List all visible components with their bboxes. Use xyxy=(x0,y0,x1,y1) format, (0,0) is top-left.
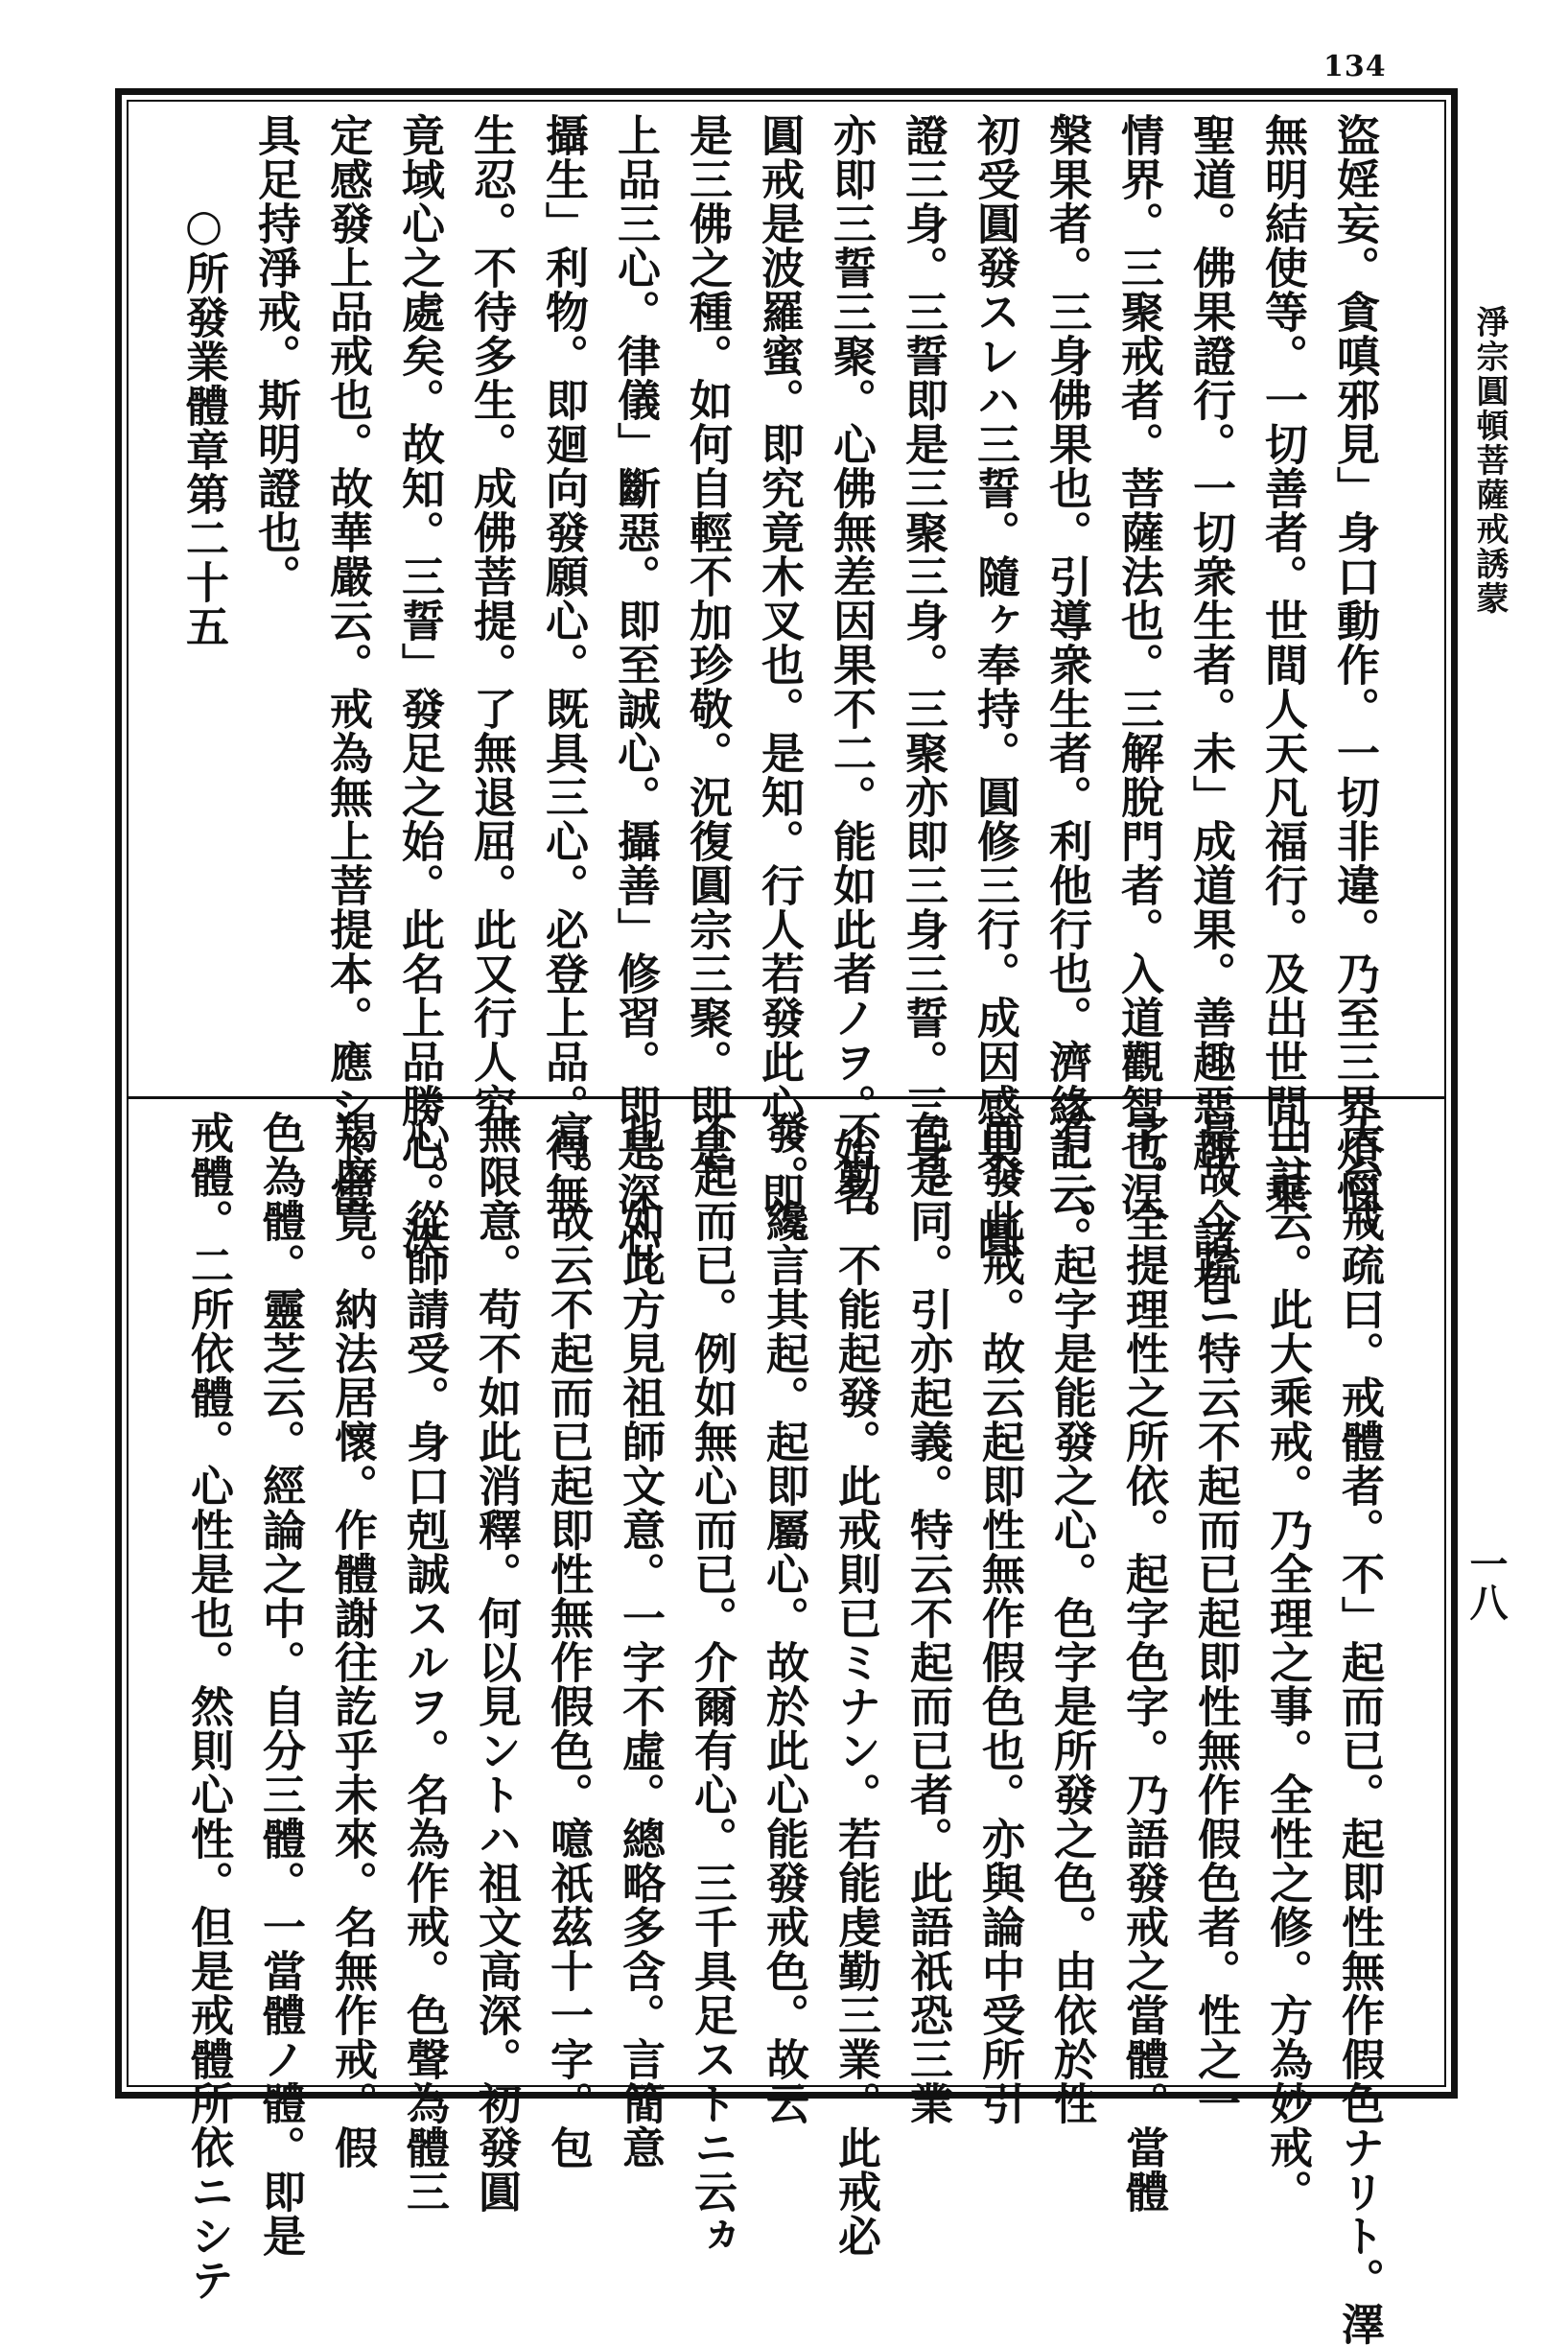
text-column: 槃果者。三身佛果也。引導衆生者。利他行也。濟緣記云。 xyxy=(1041,113,1092,1260)
text-column: 無明結使等。一切善者。世間人天凡福行。及出世間三乘 xyxy=(1257,113,1308,1216)
text-column: 字。全提理性之所依。起字色字。乃語發戒之當體。當體 xyxy=(1118,1111,1169,2214)
text-column: 亦即三誓三聚。心佛無差因果不二。能如此者ノヲ。始名 xyxy=(826,113,877,1216)
lower-text-block xyxy=(173,1111,1395,2346)
text-column: 初受圓發スレハ三誓。隨ヶ奉持。圓修三行。成因感果。圓 xyxy=(970,113,1020,1260)
text-column: 證三身。三誓即是三聚三身。三聚亦即三身三誓。三身。 xyxy=(898,113,948,1216)
text-column: 戒體。二所依體。心性是也。然則心性。但是戒體所依ニシテ xyxy=(183,1111,234,2302)
text-column: 情界。三聚戒者。菩薩法也。三解脫門者。入道觀智也涅 xyxy=(1113,113,1164,1216)
text-column: 無限意。苟不如此消釋。何以見ントハ祖文高深。初發圓 xyxy=(471,1111,522,2214)
text-column: 是三佛之種。如何自輕不加珍敬。況復圓宗三聚。即是 xyxy=(682,113,733,1172)
text-column: 有二。起字是能發之心。色字是所發之色。由依於性 xyxy=(1046,1111,1097,2125)
text-column: 山註云。此大乘戒。乃全理之事。全性之修。方為妙戒。 xyxy=(1262,1111,1313,2214)
text-column: 上品三心。律儀」斷惡。即至誠心。攝善」修習。即是深心。 xyxy=(610,113,661,1304)
text-column: 聖道。佛果證行。一切衆生者。未」成道果。善趣惡趣。諸有 xyxy=(1185,113,1236,1304)
text-column: 定感發上品戒也。故華嚴云。戒為無上菩提本。應シト當 xyxy=(322,113,373,1216)
text-column: 天台戒疏曰。戒體者。不」起而已。起即性無作假色ナリト。澤 xyxy=(1334,1111,1385,2346)
chapter-heading: ○所發業體章第二十五 xyxy=(178,199,229,648)
text-column: 不起而已。例如無心而已。介爾有心。三千具足ストニ云ヵ xyxy=(687,1111,737,2258)
running-title: 淨宗圓頓菩薩戒誘蒙 xyxy=(1470,305,1509,616)
text-column: 也。如此方見祖師文意。一字不虛。總略多含。言簡意 xyxy=(615,1111,666,2170)
text-column: 不勤。不能起發。此戒則已ミナン。若能虔勤三業。此戒必 xyxy=(831,1111,881,2258)
text-column: 圓戒是波羅蜜。即究竟木叉也。是知。行人若發此心。即 xyxy=(754,113,805,1216)
upper-text-block xyxy=(178,113,1391,1304)
text-column: 色為體。靈芝云。經論之中。自分三體。一當體ノ體。即是 xyxy=(255,1111,306,2258)
text-column: 羯磨竟。納法居懷。作體謝往訖乎未來。名無作戒。假 xyxy=(327,1111,378,2170)
text-column: 生忍。不待多生。成佛菩提。了無退屈。此又行人究 xyxy=(466,113,517,1128)
text-column: 具足持淨戒。斯明證也。 xyxy=(250,113,301,598)
folio-number: 一八 xyxy=(1463,1544,1509,1621)
text-column: 竟域心之處矣。故知。三誓」發足之始。此名上品勝心。決 xyxy=(394,113,445,1260)
text-column: 色是同。引亦起義。特云不起而已者。此語祇恐三業 xyxy=(902,1111,953,2125)
text-column: 而發此戒。故云起即性無作假色也。亦與論中受所引 xyxy=(974,1111,1025,2125)
text-column: 是故今疏ニ特云不起而已起即性無作假色者。性之一 xyxy=(1190,1111,1241,2125)
text-column: 發。纔言其起。起即屬心。故於此心能發戒色。故云 xyxy=(759,1111,809,2125)
text-column: 富。故云不起而已起即性無作假色。噫祇茲十一字。包 xyxy=(543,1111,594,2170)
text-column: 盜婬妄。貪嗔邪見」身口動作。一切非違。乃至三界煩惱。 xyxy=(1329,113,1380,1260)
page-number: 134 xyxy=(1323,50,1387,83)
text-column: 心。從師請受。身口剋誠スルヲ。名為作戒。色聲為體三 xyxy=(399,1111,450,2214)
text-column: 攝生」利物。即廻向發願心。既具三心。必登上品。得無 xyxy=(538,113,589,1216)
